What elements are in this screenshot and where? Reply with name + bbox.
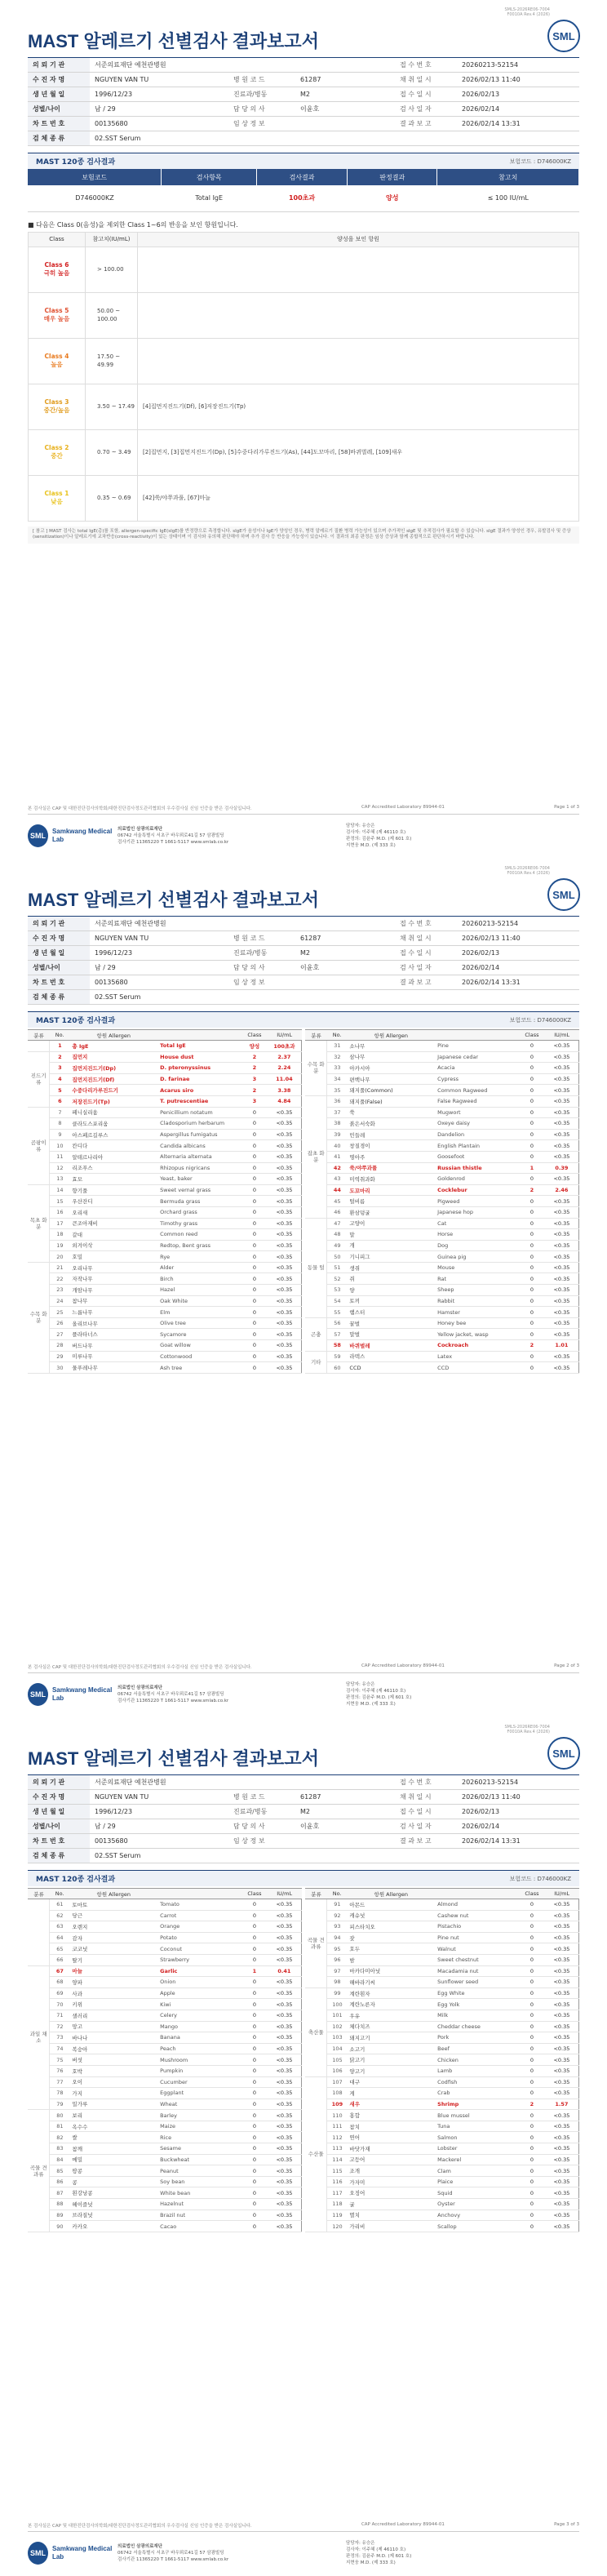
allergen-row: 58 바퀴벌레 Cockroach 2 1.01 (305, 1340, 579, 1352)
allergen-row: 축산물 99 계란흰자 Egg White 0 <0.35 (305, 1988, 579, 1999)
allergen-row: 103 돼지고기 Pork 0 <0.35 (305, 2032, 579, 2044)
info-row: 성별/나이 남 / 29 담 당 의 사 이윤호 검 사 일 자 2026/02/14 (28, 102, 579, 117)
class-row: Class 6 극히 높음 > 100.00 (29, 246, 579, 292)
allergen-grid (28, 1888, 579, 2232)
info-row: 차 트 번 호 00135680 임 상 정 보 결 과 보 고 2026/02/14 13:31 (28, 975, 579, 990)
signatures: 담당자: 유승은 검사자: 이주혜 (제 46110 호) 판정의: 김윤주 M.D. (제 601 호) 지현웅 M.D. (제 333 호) (346, 2541, 412, 2565)
patient-info-table (28, 1774, 579, 1863)
allergen-row: 기타 59 라텍스 Latex 0 <0.35 (305, 1351, 579, 1362)
report-page-2 (0, 859, 607, 1717)
allergen-row: 81 옥수수 Maize 0 <0.35 (28, 2121, 302, 2132)
allergen-row: 27 플라타너스 Sycamore 0 <0.35 (28, 1329, 302, 1340)
allergen-row: 85 땅콩 Peanut 0 <0.35 (28, 2165, 302, 2177)
allergen-row: 동물 털 47 고양이 Cat 0 <0.35 (305, 1218, 579, 1229)
allergen-row: 115 조개 Clam 0 <0.35 (305, 2165, 579, 2177)
allergen-row: 89 브라질넛 Brazil nut 0 <0.35 (28, 2210, 302, 2221)
allergen-row: 수목 화분 21 오리나무 Alder 0 <0.35 (28, 1262, 302, 1273)
allergen-row: 96 밤 Sweet chestnut 0 <0.35 (305, 1954, 579, 1965)
allergen-row: 109 새우 Shrimp 2 1.57 (305, 2099, 579, 2110)
allergen-row: 목초 화분 14 향기풀 Sweet vernal grass 0 <0.35 (28, 1184, 302, 1196)
allergen-row: 44 도꼬마리 Cocklebur 2 2.46 (305, 1184, 579, 1196)
info-row: 차 트 번 호 00135680 임 상 정 보 결 과 보 고 2026/02/14 13:31 (28, 1834, 579, 1849)
org-name: Samkwang Medical Lab (51, 2545, 113, 2560)
allergen-row: 65 코코넛 Coconut 0 <0.35 (28, 1943, 302, 1955)
document-code: SMLS-2026RE06-7004 F0010A Rev.4 (2026) (504, 1725, 550, 1734)
info-row: 검 체 종 류 02.SST Serum (28, 131, 579, 146)
info-row: 성별/나이 남 / 29 담 당 의 사 이윤호 검 사 일 자 2026/02/14 (28, 1819, 579, 1834)
section-header: MAST 120종 검사결과 보험코드 : D746000KZ (28, 1870, 579, 1886)
allergen-row: 77 오이 Cucumber 0 <0.35 (28, 2076, 302, 2088)
allergen-row: 55 햄스터 Hamster 0 <0.35 (305, 1307, 579, 1318)
signatures: 담당자: 유승은 검사자: 이주혜 (제 46110 호) 판정의: 김윤주 M.D. (제 601 호) 지현웅 M.D. (제 333 호) (346, 824, 412, 848)
allergen-row: 15 우산잔디 Bermuda grass 0 <0.35 (28, 1196, 302, 1207)
org-name: Samkwang Medical Lab (51, 828, 113, 843)
allergen-row: 117 오징어 Squid 0 <0.35 (305, 2187, 579, 2199)
allergen-row: 곰팡이 류 7 페니실리움 Penicillium notatum 0 <0.35 (28, 1107, 302, 1118)
allergen-row: 25 느릅나무 Elm 0 <0.35 (28, 1307, 302, 1318)
allergen-row: 20 호밀 Rye 0 <0.35 (28, 1251, 302, 1263)
allergen-row: 60 CCD CCD 0 <0.35 (305, 1362, 579, 1374)
allergen-row: 119 멸치 Anchovy 0 <0.35 (305, 2210, 579, 2221)
total-ige-row: D746000KZ Total IgE 100초과 양성 ≤ 100 IU/mL (28, 185, 579, 211)
allergen-row: 90 카카오 Cacao 0 <0.35 (28, 2221, 302, 2232)
report-page-1 (0, 0, 607, 859)
sml-logo: SML (547, 878, 580, 911)
allergen-row: 3 집먼지진드기(Dp) D. pteronyssinus 2 2.24 (28, 1063, 302, 1074)
allergen-row: 50 기니피그 Guinea pig 0 <0.35 (305, 1251, 579, 1263)
allergen-row: 37 쑥 Mugwort 0 <0.35 (305, 1107, 579, 1118)
allergen-row: 83 참깨 Sesame 0 <0.35 (28, 2143, 302, 2155)
info-row: 수 진 자 명 NGUYEN VAN TU 병 원 코 드 61287 채 취 일 시 2026/02/13 11:40 (28, 73, 579, 87)
info-row: 의 뢰 기 관 서준의료재단 예천관병원 접 수 번 호 20260213-52154 (28, 58, 579, 73)
allergen-row: 26 올리브나무 Olive tree 0 <0.35 (28, 1317, 302, 1329)
info-row: 생 년 월 일 1996/12/23 진료과/병동 M2 접 수 일 시 2026/02/13 (28, 87, 579, 102)
info-row: 수 진 자 명 NGUYEN VAN TU 병 원 코 드 61287 채 취 일 시 2026/02/13 11:40 (28, 1790, 579, 1805)
allergen-row: 70 키위 Kiwi 0 <0.35 (28, 1999, 302, 2010)
allergen-row: 12 리조푸스 Rhizopus nigricans 0 <0.35 (28, 1162, 302, 1174)
allergen-row: 106 양고기 Lamb 0 <0.35 (305, 2065, 579, 2076)
signatures: 담당자: 유승은 검사자: 이주혜 (제 46110 호) 판정의: 김윤주 M.D. (제 601 호) 지현웅 M.D. (제 333 호) (346, 1682, 412, 1707)
allergen-grid (28, 1029, 579, 1374)
allergen-row: 52 쥐 Rat 0 <0.35 (305, 1273, 579, 1285)
info-row: 생 년 월 일 1996/12/23 진료과/병동 M2 접 수 일 시 2026/02/13 (28, 1805, 579, 1819)
allergen-row: 61 토마토 Tomato 0 <0.35 (28, 1899, 302, 1911)
page-footer: 본 검사실은 CAP 및 대한진단검사의학회/대한진단검사정도관리협회의 우수검사실 신임 인증을 받은 검사실입니다. CAP Accredited Laboratory 89944-01 Page 3 of 3 SML Samkwang Medical Lab 의료법인 삼광의료재단 06742 서울특별시 서초구 바우뫼로41길 57 삼광빌딩 검사기관 11365220 T 1661-5117 www.smlab.co.kr 담당자: 유승은 검사자: 이주혜 (제 46110 호) 판정의: 김윤주 M.D. (제 601 호) 지현웅 M.D. (제 333 호) (28, 2522, 579, 2565)
allergen-row: 110 홍합 Blue mussel 0 <0.35 (305, 2110, 579, 2121)
allergen-row: 72 망고 Mango 0 <0.35 (28, 2021, 302, 2032)
allergen-row: 63 오렌지 Orange 0 <0.35 (28, 1921, 302, 1933)
org-name: Samkwang Medical Lab (51, 1686, 113, 1702)
info-row: 검 체 종 류 02.SST Serum (28, 990, 579, 1005)
allergen-row: 114 고등어 Mackerel 0 <0.35 (305, 2154, 579, 2165)
section-header: MAST 120종 검사결과 보험코드 : D746000KZ (28, 153, 579, 169)
allergen-row: 17 큰조아재비 Timothy grass 0 <0.35 (28, 1218, 302, 1229)
allergen-row: 과일 채소 67 마늘 Garlic 1 0.41 (28, 1965, 302, 1977)
class-row: Class 5 매우 높음 50.00 ~ 100.00 (29, 292, 579, 338)
sml-logo: SML (547, 1737, 580, 1770)
allergen-row: 74 복숭아 Peach 0 <0.35 (28, 2043, 302, 2054)
allergen-row: 13 효모 Yeast, baker 0 <0.35 (28, 1174, 302, 1185)
info-row: 검 체 종 류 02.SST Serum (28, 1849, 579, 1863)
allergen-row: 88 헤이즐넛 Hazelnut 0 <0.35 (28, 2199, 302, 2210)
page-footer: 본 검사실은 CAP 및 대한진단검사의학회/대한진단검사정도관리협회의 우수검사실 신임 인증을 받은 검사실입니다. CAP Accredited Laboratory 89944-01 Page 2 of 3 SML Samkwang Medical Lab 의료법인 삼광의료재단 06742 서울특별시 서초구 바우뫼로41길 57 삼광빌딩 검사기관 11365220 T 1661-5117 www.smlab.co.kr 담당자: 유승은 검사자: 이주혜 (제 46110 호) 판정의: 김윤주 M.D. (제 601 호) 지현웅 M.D. (제 333 호) (28, 1663, 579, 1707)
report-title: MAST 알레르기 선별검사 결과보고서 (28, 1748, 319, 1769)
allergen-row: 곡물 견과류 91 아몬드 Almond 0 <0.35 (305, 1899, 579, 1911)
total-ige-table: 보험코드 검사항목 검사결과 판정결과 참고치 D746000KZ Total IgE 100초과 양성 ≤ 100 IU/mL (28, 169, 579, 212)
allergen-row: 93 피스타치오 Pistachio 0 <0.35 (305, 1921, 579, 1933)
allergen-row: 곤충 56 꿀벌 Honey bee 0 <0.35 (305, 1317, 579, 1329)
allergen-row: 곡물 견과류 80 보리 Barley 0 <0.35 (28, 2110, 302, 2121)
class-note: ■ 다음은 Class 0(음성)을 제외한 Class 1~6의 반응을 보인 항원입니다. (28, 220, 238, 229)
allergen-row: 82 쌀 Rice 0 <0.35 (28, 2132, 302, 2143)
section-header: MAST 120종 검사결과 보험코드 : D746000KZ (28, 1011, 579, 1028)
page-footer: 본 검사실은 CAP 및 대한진단검사의학회/대한진단검사정도관리협회의 우수검사실 신임 인증을 받은 검사실입니다. CAP Accredited Laboratory 89944-01 Page 1 of 3 SML Samkwang Medical Lab 의료법인 삼광의료재단 06742 서울특별시 서초구 바우뫼로41길 57 삼광빌딩 검사기관 11365220 T 1661-5117 www.smlab.co.kr 담당자: 유승은 검사자: 이주혜 (제 46110 호) 판정의: 김윤주 M.D. (제 601 호) 지현웅 M.D. (제 333 호) (28, 805, 579, 848)
info-row: 생 년 월 일 1996/12/23 진료과/병동 M2 접 수 일 시 2026/02/13 (28, 946, 579, 961)
allergen-row: 9 아스페르길루스 Aspergillus fumigatus 0 <0.35 (28, 1129, 302, 1140)
allergen-row: 62 당근 Carrot 0 <0.35 (28, 1910, 302, 1921)
allergen-row: 100 계란노른자 Egg Yolk 0 <0.35 (305, 1999, 579, 2010)
allergen-row: 4 집먼지진드기(Df) D. farinae 3 11.04 (28, 1073, 302, 1085)
allergen-row: 18 갈대 Common reed 0 <0.35 (28, 1229, 302, 1241)
allergen-table-left: 분류 No. 항원 Allergen Class IU/mL 61 토마토 Tomato 0 <0.35 62 당근 Carrot 0 <0.35 63 오렌지 Orange 0 <0.35 64 감자 Potato 0 <0.35 65 코코넛 Coconut 0 <0.35 66 딸기 Strawberry 0 <0.35 과일 채소 67 마늘 Garlic 1 0.41 68 양파 Onion 0 <0.35 69 사과 Apple 0 <0.35 70 키위 Kiwi 0 <0.35 71 샐러리 Celery 0 <0.35 72 망고 Mango 0 <0.35 73 바나나 Banana 0 <0.35 74 복숭아 Peach 0 <0.35 75 버섯 Mushroom 0 <0.35 76 호박 Pumpkin 0 <0.35 77 오이 Cucumber 0 <0.35 78 가지 Eggplant 0 <0.35 79 밀가루 Wheat 0 <0.35 곡물 견과류 80 보리 Barley 0 <0.35 81 옥수수 Maize 0 <0.35 82 쌀 Rice 0 <0.35 83 참깨 Sesame 0 <0.35 84 메밀 Buckwheat 0 <0.35 85 땅콩 Peanut 0 <0.35 86 콩 Soy bean 0 <0.35 87 흰강낭콩 White bean 0 <0.35 88 헤이즐넛 Hazelnut 0 <0.35 89 브라질넛 Brazil nut 0 <0.35 90 카카오 Cacao 0 <0.35 (28, 1888, 302, 2232)
document-code: SMLS-2026RE06-7004 F0010A Rev.4 (2026) (504, 866, 550, 876)
allergen-row: 24 참나무 Oak White 0 <0.35 (28, 1295, 302, 1307)
allergen-row: 71 샐러리 Celery 0 <0.35 (28, 2010, 302, 2021)
allergen-row: 78 가지 Eggplant 0 <0.35 (28, 2088, 302, 2099)
report-page-3 (0, 1717, 607, 2576)
allergen-row: 118 굴 Oyster 0 <0.35 (305, 2199, 579, 2210)
allergen-row: 76 호박 Pumpkin 0 <0.35 (28, 2065, 302, 2076)
allergen-row: 11 알테르나리아 Alternaria alternata 0 <0.35 (28, 1151, 302, 1162)
class-table: Class 참고치(IU/mL) 양성을 보인 항원 Class 6 극히 높음 > 100.00 Class 5 매우 높음 50.00 ~ 100.00 Class 4 높음 17.50 ~ 49.99 Class 3 중간/높음 3.50 ~ 17.49 [4]집먼지진드기(Df), [6]저장진드기(Tp) Class 2 중간 0.70 ~ 3.49 [2]집먼지, [3]집먼지진드기(Dp), [5]수중다리가루진드기(As), [44]도꼬마리, [58]바퀴벌레, [109]새우 Class 1 낮음 0.35 ~ 0.69 [42]쑥/야쭈과풀, [67]마늘 (28, 232, 579, 522)
allergen-row: 23 개암나무 Hazel 0 <0.35 (28, 1285, 302, 1296)
allergen-row: 112 연어 Salmon 0 <0.35 (305, 2132, 579, 2143)
info-row: 성별/나이 남 / 29 담 당 의 사 이윤호 검 사 일 자 2026/02/14 (28, 961, 579, 975)
allergen-row: 10 칸디다 Candida albicans 0 <0.35 (28, 1140, 302, 1152)
allergen-row: 69 사과 Apple 0 <0.35 (28, 1988, 302, 1999)
allergen-row: 104 소고기 Beef 0 <0.35 (305, 2043, 579, 2054)
allergen-row: 66 딸기 Strawberry 0 <0.35 (28, 1954, 302, 1965)
allergen-row: 41 명아주 Goosefoot 0 <0.35 (305, 1151, 579, 1162)
patient-info-table (28, 57, 579, 146)
allergen-row: 75 버섯 Mushroom 0 <0.35 (28, 2054, 302, 2066)
allergen-row: 111 참치 Tuna 0 <0.35 (305, 2121, 579, 2132)
allergen-row: 108 게 Crab 0 <0.35 (305, 2088, 579, 2099)
allergen-row: 5 수중다리가루진드기 Acarus siro 2 3.38 (28, 1085, 302, 1096)
allergen-row: 46 환삼덩굴 Japanese hop 0 <0.35 (305, 1206, 579, 1218)
allergen-table-left: 분류 No. 항원 Allergen Class IU/mL 1 총 IgE Total IgE 양성 100초과 진드기 류 2 집먼지 House dust 2 2.37 3 집먼지진드기(Dp) D. pteronyssinus 2 2.24 4 집먼지진드기(Df) D. farinae 3 11.04 5 수중다리가루진드기 Acarus siro 2 3.38 6 저장진드기(Tp) T. putrescentiae 3 4.84 곰팡이 류 7 페니실리움 Penicillium notatum 0 <0.35 8 클라도스포리움 Cladosporium herbarum 0 <0.35 9 아스페르길루스 Aspergillus fumigatus 0 <0.35 10 칸디다 Candida albicans 0 <0.35 11 알테르나리아 Alternaria alternata 0 <0.35 12 리조푸스 Rhizopus nigricans 0 <0.35 13 효모 Yeast, baker 0 <0.35 목초 화분 14 향기풀 Sweet vernal grass 0 <0.35 15 우산잔디 Bermuda grass 0 <0.35 16 오리새 Orchard grass 0 <0.35 17 큰조아재비 Timothy grass 0 <0.35 18 갈대 Common reed 0 <0.35 19 외겨이삭 Redtop, Bent grass 0 <0.35 20 호밀 Rye 0 <0.35 수목 화분 21 오리나무 Alder 0 <0.35 22 자작나무 Birch 0 <0.35 23 개암나무 Hazel 0 <0.35 24 참나무 Oak White 0 <0.35 25 느릅나무 Elm 0 <0.35 26 올리브나무 Olive tree 0 <0.35 27 플라타너스 Sycamore 0 <0.35 28 버드나무 Goat willow 0 <0.35 29 미루나무 Cottonwood 0 <0.35 30 물푸레나무 Ash tree 0 <0.35 (28, 1029, 302, 1374)
allergen-row: 79 밀가루 Wheat 0 <0.35 (28, 2099, 302, 2110)
allergen-row: 64 감자 Potato 0 <0.35 (28, 1932, 302, 1943)
allergen-row: 45 털비름 Pigweed 0 <0.35 (305, 1196, 579, 1207)
allergen-row: 38 붉은서숙화 Oxeye daisy 0 <0.35 (305, 1118, 579, 1130)
allergen-row: 97 마카다미아넛 Macadamia nut 0 <0.35 (305, 1965, 579, 1977)
report-title: MAST 알레르기 선별검사 결과보고서 (28, 31, 319, 51)
allergen-row: 수목 화분 31 소나무 Pine 0 <0.35 (305, 1041, 579, 1052)
allergen-row: 8 클라도스포리움 Cladosporium herbarum 0 <0.35 (28, 1118, 302, 1130)
allergen-row: 1 총 IgE Total IgE 양성 100초과 (28, 1041, 302, 1052)
allergen-row: 32 삼나무 Japanese cedar 0 <0.35 (305, 1051, 579, 1063)
info-row: 차 트 번 호 00135680 임 상 정 보 결 과 보 고 2026/02/14 13:31 (28, 117, 579, 131)
allergen-row: 22 자작나무 Birch 0 <0.35 (28, 1273, 302, 1285)
allergen-row: 40 창질경이 English Plantain 0 <0.35 (305, 1140, 579, 1152)
info-row: 수 진 자 명 NGUYEN VAN TU 병 원 코 드 61287 채 취 일 시 2026/02/13 11:40 (28, 931, 579, 946)
allergen-row: 진드기 류 2 집먼지 House dust 2 2.37 (28, 1051, 302, 1063)
allergen-row: 95 호두 Walnut 0 <0.35 (305, 1943, 579, 1955)
allergen-row: 수산물 107 대구 Codfish 0 <0.35 (305, 2076, 579, 2088)
allergen-row: 54 토끼 Rabbit 0 <0.35 (305, 1295, 579, 1307)
allergen-row: 57 말벌 Yellow jacket, wasp 0 <0.35 (305, 1329, 579, 1340)
allergen-row: 29 미루나무 Cottonwood 0 <0.35 (28, 1351, 302, 1362)
allergen-row: 101 우유 Milk 0 <0.35 (305, 2010, 579, 2021)
class-row: Class 1 낮음 0.35 ~ 0.69 [42]쑥/야쭈과풀, [67]마늘 (29, 475, 579, 521)
allergen-row: 86 콩 Soy bean 0 <0.35 (28, 2176, 302, 2187)
patient-info-table (28, 916, 579, 1005)
class-row: Class 3 중간/높음 3.50 ~ 17.49 [4]집먼지진드기(Df), [6]저장진드기(Tp) (29, 384, 579, 429)
allergen-row: 120 가리비 Scallop 0 <0.35 (305, 2221, 579, 2232)
allergen-row: 116 가자미 Plaice 0 <0.35 (305, 2176, 579, 2187)
info-row: 의 뢰 기 관 서준의료재단 예천관병원 접 수 번 호 20260213-52154 (28, 917, 579, 931)
disclaimer: [ 참고 ] MAST 검사는 total IgE(총)를 포함, allergen-specific IgE(sIgE)를 반정량으로 측정합니다. sIgE가 음성이나 IgE가 양성인 경우, 병력 알레르기 질환 병력 가능성이 있으며 추가적인 sIgE 및 추적검사가 필요할 수 있습니다. sIgE 결과가 양성인 경우, 유발검사 및 증상(sensitization)이나 알레르기에 교차반응(cross-reactivity)이 있는 상태이며 이 검사와 유의해 판단해야 하며 추가 검사 등 반응을 가능성이 있습니다. 이 결과의 최종 판정은 임상 증상과 함께 종합적으로 판단하시기 바랍니다. (28, 526, 579, 544)
footer-logo-icon: SML (28, 824, 48, 847)
document-code: SMLS-2026RE06-7004 F0010A Rev.4 (2026) (504, 7, 550, 17)
allergen-row: 92 캐슈넛 Cashew nut 0 <0.35 (305, 1910, 579, 1921)
sml-logo: SML (547, 20, 580, 52)
allergen-row: 94 잣 Pine nut 0 <0.35 (305, 1932, 579, 1943)
allergen-row: 84 메밀 Buckwheat 0 <0.35 (28, 2154, 302, 2165)
allergen-table-right: 분류 No. 항원 Allergen Class IU/mL 곡물 견과류 91 아몬드 Almond 0 <0.35 92 캐슈넛 Cashew nut 0 <0.35 93 피스타치오 Pistachio 0 <0.35 94 잣 Pine nut 0 <0.35 95 호두 Walnut 0 <0.35 96 밤 Sweet chestnut 0 <0.35 97 마카다미아넛 Macadamia nut 0 <0.35 98 해바라기씨 Sunflower seed 0 <0.35 축산물 99 계란흰자 Egg White 0 <0.35 100 계란노른자 Egg Yolk 0 <0.35 101 우유 Milk 0 <0.35 102 체다치즈 Cheddar cheese 0 <0.35 103 돼지고기 Pork 0 <0.35 104 소고기 Beef 0 <0.35 105 닭고기 Chicken 0 <0.35 106 양고기 Lamb 0 <0.35 수산물 107 대구 Codfish 0 <0.35 108 게 Crab 0 <0.35 109 새우 Shrimp 2 1.57 110 홍합 Blue mussel 0 <0.35 111 참치 Tuna 0 <0.35 112 연어 Salmon 0 <0.35 113 바닷가재 Lobster 0 <0.35 114 고등어 Mackerel 0 <0.35 115 조개 Clam 0 <0.35 116 가자미 Plaice 0 <0.35 117 오징어 Squid 0 <0.35 118 굴 Oyster 0 <0.35 119 멸치 Anchovy 0 <0.35 120 가리비 Scallop 0 <0.35 (305, 1888, 579, 2232)
allergen-row: 28 버드나무 Goat willow 0 <0.35 (28, 1340, 302, 1352)
allergen-row: 42 쑥/야쭈과풀 Russian thistle 1 0.39 (305, 1162, 579, 1174)
allergen-row: 105 닭고기 Chicken 0 <0.35 (305, 2054, 579, 2066)
class-row: Class 2 중간 0.70 ~ 3.49 [2]집먼지, [3]집먼지진드기(Dp), [5]수중다리가루진드기(As), [44]도꼬마리, [58]바퀴벌레, [109]새우 (29, 429, 579, 475)
allergen-row: 30 물푸레나무 Ash tree 0 <0.35 (28, 1362, 302, 1374)
allergen-row: 35 돼지풀(Common) Common Ragweed 0 <0.35 (305, 1085, 579, 1096)
allergen-row: 잡초 화분 36 돼지풀(False) False Ragweed 0 <0.35 (305, 1095, 579, 1107)
allergen-row: 43 미역취과화 Goldenrod 0 <0.35 (305, 1174, 579, 1185)
allergen-table-right: 분류 No. 항원 Allergen Class IU/mL 수목 화분 31 소나무 Pine 0 <0.35 32 삼나무 Japanese cedar 0 <0.35 33 아카시아 Acacia 0 <0.35 34 편백나무 Cypress 0 <0.35 35 돼지풀(Common) Common Ragweed 0 <0.35 잡초 화분 36 돼지풀(False) False Ragweed 0 <0.35 37 쑥 Mugwort 0 <0.35 38 붉은서숙화 Oxeye daisy 0 <0.35 39 민들레 Dandelion 0 <0.35 40 창질경이 English Plantain 0 <0.35 41 명아주 Goosefoot 0 <0.35 42 쑥/야쭈과풀 Russian thistle 1 0.39 43 미역취과화 Goldenrod 0 <0.35 44 도꼬마리 Cocklebur 2 2.46 45 털비름 Pigweed 0 <0.35 46 환삼덩굴 Japanese hop 0 <0.35 동물 털 47 고양이 Cat 0 <0.35 48 말 Horse 0 <0.35 49 개 Dog 0 <0.35 50 기니피그 Guinea pig 0 <0.35 51 생쥐 Mouse 0 <0.35 52 쥐 Rat 0 <0.35 53 양 Sheep 0 <0.35 54 토끼 Rabbit 0 <0.35 55 햄스터 Hamster 0 <0.35 곤충 56 꿀벌 Honey bee 0 <0.35 57 말벌 Yellow jacket, wasp 0 <0.35 58 바퀴벌레 Cockroach 2 1.01 기타 59 라텍스 Latex 0 <0.35 60 CCD CCD 0 <0.35 (305, 1029, 579, 1374)
allergen-row: 39 민들레 Dandelion 0 <0.35 (305, 1129, 579, 1140)
allergen-row: 68 양파 Onion 0 <0.35 (28, 1977, 302, 1988)
footer-logo-icon: SML (28, 2542, 48, 2565)
allergen-row: 51 생쥐 Mouse 0 <0.35 (305, 1262, 579, 1273)
allergen-row: 6 저장진드기(Tp) T. putrescentiae 3 4.84 (28, 1095, 302, 1107)
allergen-row: 16 오리새 Orchard grass 0 <0.35 (28, 1206, 302, 1218)
allergen-row: 98 해바라기씨 Sunflower seed 0 <0.35 (305, 1977, 579, 1988)
allergen-row: 102 체다치즈 Cheddar cheese 0 <0.35 (305, 2021, 579, 2032)
allergen-row: 48 말 Horse 0 <0.35 (305, 1229, 579, 1241)
info-row: 의 뢰 기 관 서준의료재단 예천관병원 접 수 번 호 20260213-52154 (28, 1775, 579, 1790)
allergen-row: 87 흰강낭콩 White bean 0 <0.35 (28, 2187, 302, 2199)
allergen-row: 49 개 Dog 0 <0.35 (305, 1240, 579, 1251)
allergen-row: 34 편백나무 Cypress 0 <0.35 (305, 1073, 579, 1085)
allergen-row: 113 바닷가재 Lobster 0 <0.35 (305, 2143, 579, 2155)
footer-logo-icon: SML (28, 1683, 48, 1706)
allergen-row: 73 바나나 Banana 0 <0.35 (28, 2032, 302, 2044)
allergen-row: 33 아카시아 Acacia 0 <0.35 (305, 1063, 579, 1074)
report-title: MAST 알레르기 선별검사 결과보고서 (28, 890, 319, 910)
allergen-row: 19 외겨이삭 Redtop, Bent grass 0 <0.35 (28, 1240, 302, 1251)
allergen-row: 53 양 Sheep 0 <0.35 (305, 1285, 579, 1296)
class-row: Class 4 높음 17.50 ~ 49.99 (29, 338, 579, 384)
